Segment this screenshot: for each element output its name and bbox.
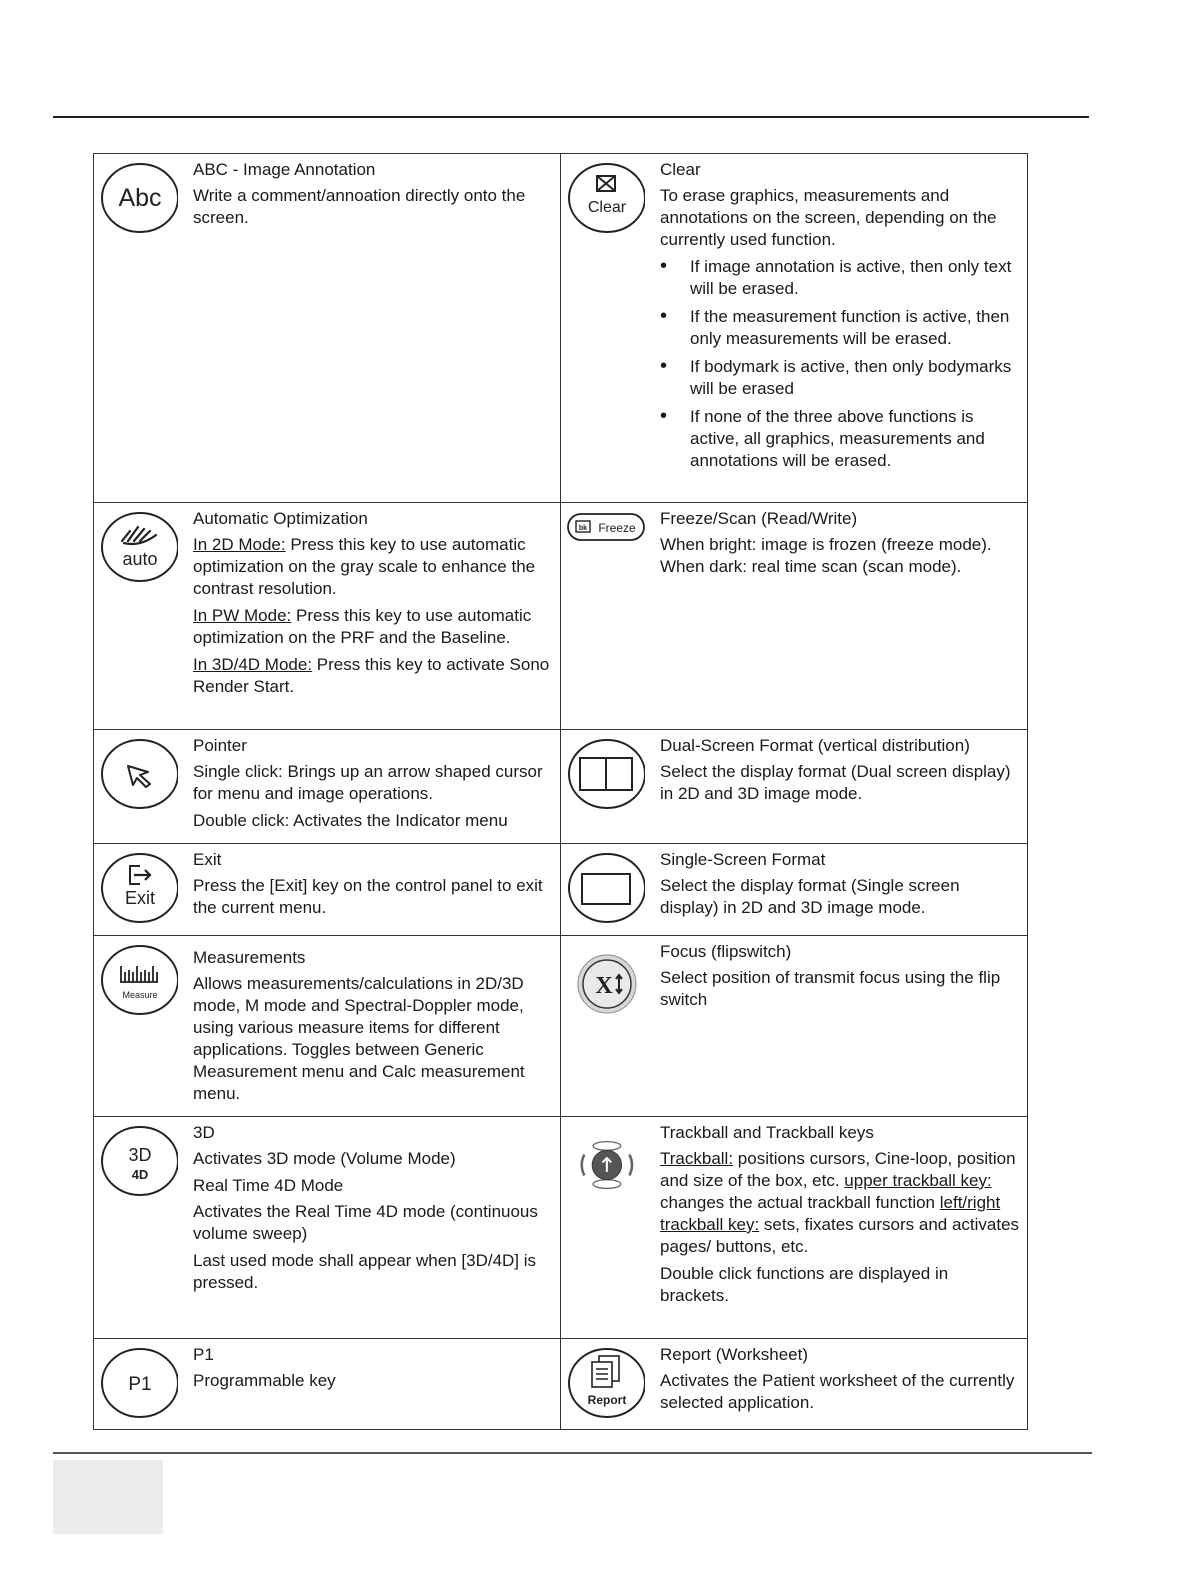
measure-key-icon <box>100 944 178 1016</box>
table-row <box>94 503 1028 730</box>
clear-desc: To erase graphics, measurements and annotations on the screen, depending on the currently used function. <box>660 186 997 249</box>
exit-key-icon <box>100 852 178 924</box>
focus-title: Focus (flipswitch) <box>660 942 792 961</box>
exit-key-name: [Exit] <box>269 876 308 895</box>
single-screen-icon <box>567 852 645 924</box>
table-row <box>94 730 1028 844</box>
p1-desc: Programmable key <box>193 1371 336 1390</box>
key-clear-cell <box>561 154 1028 503</box>
header-rule <box>53 116 1089 118</box>
left-right-key-label: left/right trackball key: <box>660 1193 1001 1234</box>
dual-screen-icon <box>567 738 645 810</box>
abc-icon-label: Abc <box>118 184 162 212</box>
pointer-title: Pointer <box>193 736 247 755</box>
focus-flipswitch-icon <box>567 946 645 1018</box>
report-icon-label: Report <box>587 1393 627 1407</box>
page-number-box <box>53 1460 163 1534</box>
p1-title: P1 <box>193 1345 214 1364</box>
pointer-key-icon <box>100 738 178 810</box>
3d-desc: Activates 3D mode (Volume Mode) <box>193 1149 456 1168</box>
4d-title: Real Time 4D Mode <box>193 1176 344 1195</box>
table-row <box>94 936 1028 1117</box>
measure-desc: Allows measurements/calculations in 2D/3D mode, M mode and Spectral-Doppler mode, using various measure items for different applications. Toggles between Generic Measurement menu and Calc measurement menu. <box>193 974 525 1103</box>
mode-label: In 3D/4D Mode: <box>193 655 313 674</box>
clear-bullet-list <box>660 256 1021 472</box>
key-exit-cell <box>94 844 561 936</box>
list-item: • If bodymark is active, then only bodymarks will be erased <box>660 356 1021 400</box>
auto-pw-para <box>193 605 554 649</box>
3d-title: 3D <box>193 1123 215 1142</box>
abc-title: ABC - Image Annotation <box>193 160 376 179</box>
mode-label: In PW Mode: <box>193 606 292 625</box>
clear-title: Clear <box>660 160 701 179</box>
list-item: • If none of the three above functions is active, all graphics, measurements and annotations will be erased. <box>660 406 1021 472</box>
mode-label: In 2D Mode: <box>193 535 286 554</box>
p1-icon-label: P1 <box>128 1374 152 1395</box>
key-auto-cell <box>94 503 561 730</box>
footer-rule <box>53 1452 1092 1454</box>
trackball-icon <box>567 1139 645 1191</box>
abc-desc: Write a comment/annoation directly onto the screen. <box>193 186 526 227</box>
auto-icon-label: auto <box>122 549 158 569</box>
exit-desc-part: key on the control panel to exit the current menu. <box>193 876 543 917</box>
key-report-cell <box>561 1339 1028 1430</box>
trackball-label: Trackball: <box>660 1149 734 1168</box>
list-item: • If the measurement function is active, then only measurements will be erased. <box>660 306 1021 350</box>
single-desc: Select the display format (Single screen display) in 2D and 3D image mode. <box>660 876 960 917</box>
key-freeze-cell <box>561 503 1028 730</box>
key-pointer-cell <box>94 730 561 844</box>
trackball-note: Double click functions are displayed in brackets. <box>660 1264 949 1305</box>
freeze-title: Freeze/Scan (Read/Write) <box>660 509 858 528</box>
key-dual-cell <box>561 730 1028 844</box>
mode-text: Press this key to use automatic optimization on the gray scale to enhance the contrast resolution. <box>193 535 536 598</box>
auto-key-icon <box>100 511 178 583</box>
4d-icon-label: 4D <box>131 1167 149 1182</box>
measure-icon-label: Measure <box>122 990 158 1000</box>
3d4d-key-icon <box>100 1125 178 1197</box>
key-abc-cell <box>94 154 561 503</box>
table-row <box>94 844 1028 936</box>
exit-desc <box>193 875 554 919</box>
key-3d4d-cell <box>94 1117 561 1339</box>
3d-icon-label: 3D <box>128 1145 152 1165</box>
report-desc: Activates the Patient worksheet of the currently selected application. <box>660 1371 1015 1412</box>
dual-title: Dual-Screen Format (vertical distribution) <box>660 736 970 755</box>
pointer-double-click: Double click: Activates the Indicator menu <box>193 811 508 830</box>
exit-title: Exit <box>193 850 222 869</box>
measure-title: Measurements <box>193 948 306 967</box>
focus-desc: Select position of transmit focus using the flip switch <box>660 968 1001 1009</box>
4d-desc: Activates the Real Time 4D mode (continuous volume sweep) <box>193 1202 538 1243</box>
abc-key-icon <box>100 162 178 234</box>
key-p1-cell <box>94 1339 561 1430</box>
exit-desc-part: Press the <box>193 876 270 895</box>
clear-icon-label: Clear <box>587 199 627 216</box>
left-right-key-text: sets, fixates cursors and activates pages/ buttons, etc. <box>660 1215 1020 1256</box>
dual-desc: Select the display format (Dual screen display) in 2D and 3D image mode. <box>660 762 1011 803</box>
freeze-desc: When bright: image is frozen (freeze mode). When dark: real time scan (scan mode). <box>660 535 992 576</box>
freeze-key-icon <box>567 509 645 543</box>
freeze-icon-label: Freeze <box>598 521 636 535</box>
list-item: • If image annotation is active, then only text will be erased. <box>660 256 1021 300</box>
control-keys-table <box>93 153 1028 1430</box>
key-single-cell <box>561 844 1028 936</box>
svg-text:X: X <box>595 973 613 999</box>
freeze-icon-small-label: bk <box>578 525 588 532</box>
trackball-text: positions cursors, Cine-loop, position and size of the box, etc. <box>660 1149 1016 1190</box>
clear-key-icon <box>567 162 645 234</box>
mode-text: Press this key to activate Sono Render Start. <box>193 655 550 696</box>
auto-3d4d-para <box>193 654 554 698</box>
report-key-icon <box>567 1347 645 1419</box>
3d4d-note: Last used mode shall appear when [3D/4D] is pressed. <box>193 1251 537 1292</box>
single-title: Single-Screen Format <box>660 850 826 869</box>
key-measure-cell <box>94 936 561 1117</box>
key-trackball-cell <box>561 1117 1028 1339</box>
pointer-single-click: Single click: Brings up an arrow shaped cursor for menu and image operations. <box>193 762 543 803</box>
upper-key-text: changes the actual trackball function <box>660 1193 940 1212</box>
exit-icon-label: Exit <box>124 888 156 908</box>
trackball-title: Trackball and Trackball keys <box>660 1123 874 1142</box>
report-title: Report (Worksheet) <box>660 1345 809 1364</box>
table-row <box>94 1117 1028 1339</box>
table-row <box>94 154 1028 503</box>
trackball-desc <box>660 1148 1021 1258</box>
auto-2d-para <box>193 534 554 600</box>
auto-title: Automatic Optimization <box>193 509 368 528</box>
upper-key-label: upper trackball key: <box>844 1171 992 1190</box>
key-focus-cell <box>561 936 1028 1117</box>
table-row <box>94 1339 1028 1430</box>
p1-key-icon <box>100 1347 178 1419</box>
mode-text: Press this key to use automatic optimization on the PRF and the Baseline. <box>193 606 532 647</box>
